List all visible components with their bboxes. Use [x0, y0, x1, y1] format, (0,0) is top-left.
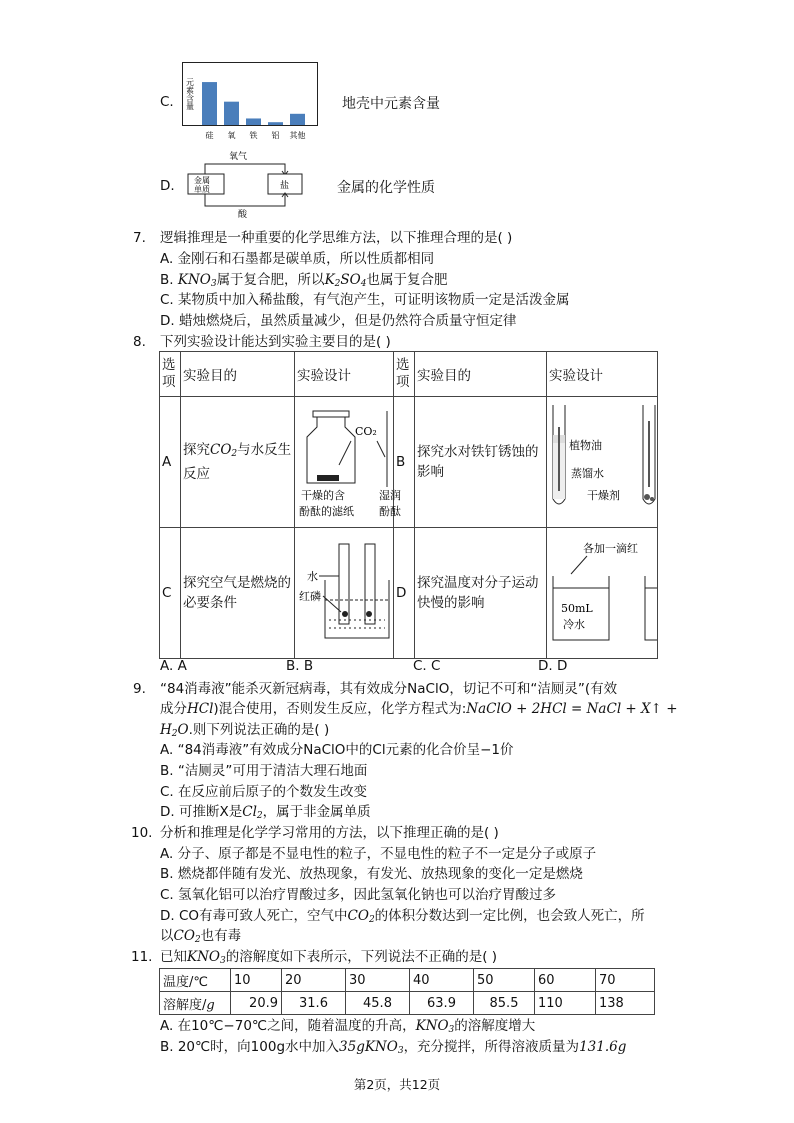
- q9-option-d: D. 可推断X是$Cl_2$，属于非金属单质: [160, 804, 371, 821]
- metal-property-diagram: [180, 150, 310, 220]
- tick-label: 氧: [227, 131, 236, 140]
- q9-option-c: C. 在反应前后原子的个数发生改变: [160, 784, 368, 800]
- q9-number: 9.: [133, 681, 146, 697]
- q9-line3: $H_2O$.则下列说法正确的是( ): [160, 722, 330, 739]
- tick-label: 铝: [271, 131, 280, 140]
- q8-stem: 下列实验设计能达到实验主要目的是( ): [160, 334, 391, 350]
- solubility-cell: 138: [596, 992, 655, 1015]
- diagram-bottom-label: 酸: [238, 210, 248, 220]
- svg-text:酚酞的滤纸: 酚酞的滤纸: [299, 505, 354, 518]
- th-design: 实验设计: [295, 352, 394, 397]
- row-c-label: C: [160, 528, 181, 659]
- q9-option-b: B. “洁厕灵”可用于清洁大理石地面: [160, 763, 368, 779]
- q7-option-d: D. 蜡烛燃烧后，虽然质量减少，但是仍然符合质量守恒定律: [160, 313, 517, 329]
- temp-cell: 10: [231, 969, 282, 992]
- bar-硅: [202, 82, 217, 125]
- q7-option-c: C. 某物质中加入稀盐酸，有气泡产生，可证明该物质一定是活泼金属: [160, 292, 570, 308]
- row-a-label: A: [160, 397, 181, 528]
- row-a-goal: 探究$CO_2$与水反生反应: [181, 397, 295, 528]
- temp-cell: 70: [596, 969, 655, 992]
- row-d-design: [547, 528, 658, 659]
- row-b-design: [547, 397, 658, 528]
- temp-cell: 30: [346, 969, 410, 992]
- temp-cell: 40: [410, 969, 474, 992]
- solubility-row-label: 溶解度/g: [160, 992, 231, 1015]
- svg-text:植物油: 植物油: [569, 439, 602, 452]
- row-a-design: [295, 397, 401, 528]
- option-c-caption: 地壳中元素含量: [342, 96, 440, 112]
- q8-answer-b: B. B: [286, 658, 314, 674]
- temp-cell: 50: [474, 969, 535, 992]
- q7-option-a: A. 金刚石和石墨都是碳单质，所以性质都相同: [160, 251, 435, 267]
- row-d-label: D: [394, 528, 415, 659]
- diagram-top-label: 氧气: [229, 152, 248, 162]
- svg-text:水: 水: [307, 570, 318, 583]
- q10-number: 10.: [131, 825, 153, 841]
- solubility-cell: 110: [535, 992, 596, 1015]
- temp-row-label: 温度/℃: [160, 969, 231, 992]
- option-d-label: D.: [160, 178, 175, 194]
- q11-solubility-table: [159, 968, 655, 1015]
- solubility-cell: 45.8: [346, 992, 410, 1015]
- q7-option-b: B. $KNO_3$属于复合肥，所以$K_2SO_4$也属于复合肥: [160, 272, 448, 289]
- svg-text:蒸馏水: 蒸馏水: [571, 467, 604, 480]
- row-c-goal: 探究空气是燃烧的必要条件: [181, 528, 295, 659]
- row-b-label: B: [394, 397, 415, 528]
- svg-text:酚酞: 酚酞: [379, 505, 401, 518]
- bar-其他: [290, 114, 305, 125]
- q8-answer-c: C. C: [413, 658, 441, 674]
- q8-answer-a: A. A: [160, 658, 187, 674]
- q9-line2: 成分HCl)混合使用，否则发生反应，化学方程式为:NaClO + 2HCl = NaCl + X↑ +: [160, 701, 678, 717]
- q8-experiment-table: [159, 351, 658, 659]
- solubility-cell: 20.9: [231, 992, 282, 1015]
- th-option-2: 选项: [394, 352, 415, 397]
- metal-box-text-2: 单质: [194, 185, 210, 194]
- page-footer: 第2页，共12页: [353, 1077, 441, 1092]
- q8-answer-d: D. D: [538, 658, 568, 674]
- th-option: 选项: [160, 352, 181, 397]
- beaker-diffusion-figure: [547, 528, 657, 654]
- phosphorus-beaker-figure: [295, 528, 393, 654]
- bar-铝: [268, 122, 283, 125]
- option-c-label: C.: [160, 94, 174, 110]
- svg-text:红磷: 红磷: [299, 590, 321, 603]
- iron-nail-tubes-figure: [547, 397, 657, 523]
- crust-element-bar-chart: [182, 62, 318, 144]
- q10-stem: 分析和推理是化学学习常用的方法，以下推理正确的是( ): [160, 825, 499, 841]
- svg-text:50mL: 50mL: [561, 602, 593, 615]
- option-d-caption: 金属的化学性质: [337, 180, 435, 196]
- solubility-cell: 85.5: [474, 992, 535, 1015]
- bar-铁: [246, 118, 261, 125]
- tick-label: 其他: [289, 131, 306, 140]
- co2-bottle-figure: [295, 397, 401, 523]
- solubility-cell: 31.6: [282, 992, 346, 1015]
- svg-text:CO₂: CO₂: [355, 425, 377, 438]
- bar-氧: [224, 102, 239, 125]
- q10-option-a: A. 分子、原子都是不显电性的粒子，不显电性的粒子不一定是分子或原子: [160, 846, 597, 862]
- q10-option-d: D. CO有毒可致人死亡，空气中$CO_2$的体积分数达到一定比例，也会致人死亡，所: [160, 908, 645, 925]
- svg-text:冷水: 冷水: [563, 618, 585, 631]
- tick-label: 硅: [205, 131, 214, 140]
- temp-cell: 20: [282, 969, 346, 992]
- q11-option-a: A. 在10℃−70℃之间，随着温度的升高，$KNO_3$的溶解度增大: [160, 1018, 536, 1035]
- svg-text:干燥剂: 干燥剂: [587, 489, 620, 502]
- row-c-design: [295, 528, 394, 659]
- chart-ylabel: 元素含量: [185, 78, 195, 110]
- q11-stem: 已知$KNO_3$的溶解度如下表所示，下列说法不正确的是( ): [160, 949, 498, 966]
- q7-number: 7.: [133, 230, 146, 246]
- solubility-cell: 63.9: [410, 992, 474, 1015]
- q10-option-d-cont: 以$CO_2$也有毒: [160, 928, 242, 945]
- q10-option-b: B. 燃烧都伴随有发光、放热现象，有发光、放热现象的变化一定是燃烧: [160, 866, 583, 882]
- svg-text:各加一滴红: 各加一滴红: [583, 542, 638, 555]
- svg-text:干燥的含: 干燥的含: [301, 489, 345, 502]
- q9-option-a: A. “84消毒液”有效成分NaClO中的Cl元素的化合价呈−1价: [160, 742, 514, 758]
- th-goal: 实验目的: [181, 352, 295, 397]
- temp-cell: 60: [535, 969, 596, 992]
- th-goal-2: 实验目的: [415, 352, 547, 397]
- metal-box-text-1: 金属: [194, 176, 210, 185]
- row-b-goal: 探究水对铁钉锈蚀的影响: [415, 397, 547, 528]
- svg-text:湿润: 湿润: [379, 489, 401, 502]
- q7-stem: 逻辑推理是一种重要的化学思维方法，以下推理合理的是( ): [160, 230, 513, 246]
- salt-box-text: 盐: [280, 181, 290, 191]
- q11-number: 11.: [131, 949, 153, 965]
- row-d-goal: 探究温度对分子运动快慢的影响: [415, 528, 547, 659]
- q9-line1: “84消毒液”能杀灭新冠病毒，其有效成分NaClO，切记不可和“洁厕灵”(有效: [160, 681, 618, 697]
- q8-number: 8.: [133, 334, 146, 350]
- q11-option-b: B. 20℃时，向100g水中加入35gKNO$_3$，充分搅拌，所得溶液质量为131.6g: [160, 1039, 627, 1056]
- th-design-2: 实验设计: [547, 352, 658, 397]
- tick-label: 铁: [249, 131, 258, 140]
- q10-option-c: C. 氢氧化铝可以治疗胃酸过多，因此氢氧化钠也可以治疗胃酸过多: [160, 887, 557, 903]
